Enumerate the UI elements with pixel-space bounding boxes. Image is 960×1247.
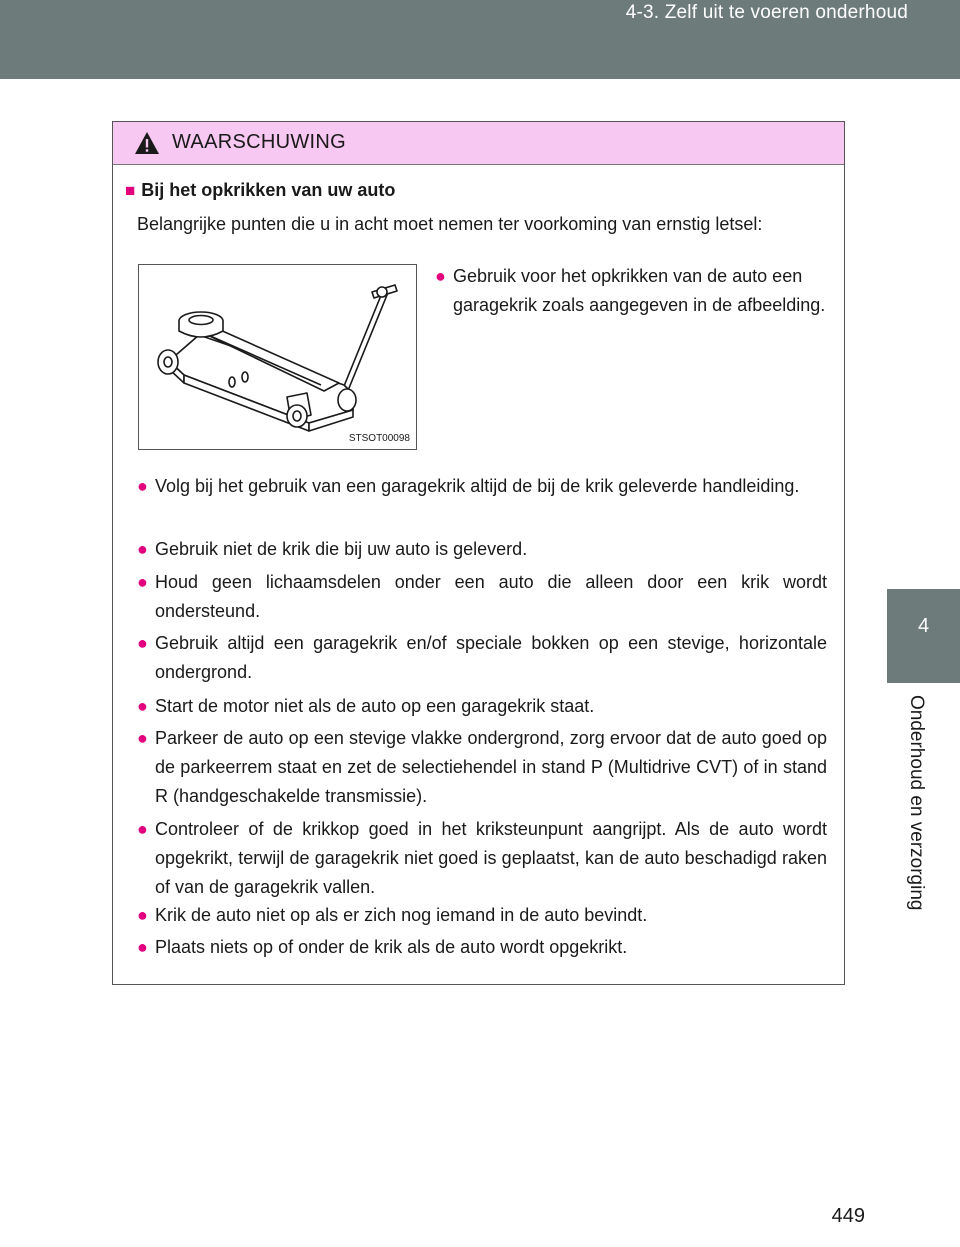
list-item: ● Krik de auto niet op als er zich nog iemand in de auto bevindt.	[137, 901, 827, 930]
list-item: ● Volg bij het gebruik van een garagekrik altijd de bij de krik geleverde handleiding.	[137, 472, 827, 501]
square-bullet-icon: ■	[125, 181, 136, 200]
header-band	[0, 0, 960, 79]
warning-triangle-icon	[134, 131, 160, 155]
chapter-label: Onderhoud en verzorging	[906, 695, 927, 911]
bullet-icon: ●	[137, 819, 148, 839]
chapter-number: 4	[917, 615, 930, 637]
intro-text: Belangrijke punten die u in acht moet nemen ter voorkoming van ernstig letsel:	[137, 214, 763, 234]
warning-header	[113, 122, 844, 165]
list-item: ● Gebruik voor het opkrikken van de auto een garagekrik zoals aangegeven in de afbeelding.	[435, 262, 835, 320]
jack-figure	[138, 264, 417, 450]
subheading-text: Bij het opkrikken van uw auto	[141, 180, 396, 200]
bullet-icon: ●	[137, 728, 148, 748]
bullet-icon: ●	[137, 539, 148, 559]
garage-jack-illustration	[139, 265, 416, 449]
bullet-icon: ●	[137, 905, 148, 925]
page-number: 449	[831, 1205, 865, 1227]
warning-box	[112, 121, 845, 985]
list-item: ● Gebruik altijd een garagekrik en/of speciale bokken op een stevige, horizontale ondergrond.	[137, 629, 827, 687]
subheading	[125, 180, 395, 201]
list-item: ● Controleer of de krikkop goed in het kriksteunpunt aangrijpt. Als de auto wordt opgekrikt, terwijl de garagekrik niet goed is geplaatst, kan de auto beschadigd raken of van de garagekrik vallen.	[137, 815, 827, 902]
warning-title: WAARSCHUWING	[172, 131, 346, 153]
bullet-icon: ●	[137, 572, 148, 592]
figure-code: STSOT00098	[348, 433, 410, 444]
bullet-icon: ●	[435, 266, 446, 286]
list-item: ● Houd geen lichaamsdelen onder een auto die alleen door een krik wordt ondersteund.	[137, 568, 827, 626]
list-item: ● Start de motor niet als de auto op een garagekrik staat.	[137, 692, 827, 721]
bullet-icon: ●	[137, 696, 148, 716]
bullet-icon: ●	[137, 476, 148, 496]
list-item: ● Gebruik niet de krik die bij uw auto is geleverd.	[137, 535, 827, 564]
bullet-icon: ●	[137, 633, 148, 653]
list-item: ● Plaats niets op of onder de krik als de auto wordt opgekrikt.	[137, 933, 827, 962]
list-item: ● Parkeer de auto op een stevige vlakke ondergrond, zorg ervoor dat de auto goed op de parkeerrem staat en zet de selectiehendel in stand P (Multidrive CVT) of in stand R (handgeschakelde transmissie).	[137, 724, 827, 811]
bullet-icon: ●	[137, 937, 148, 957]
chapter-tab	[887, 589, 960, 683]
section-title: 4-3. Zelf uit te voeren onderhoud	[625, 2, 908, 23]
